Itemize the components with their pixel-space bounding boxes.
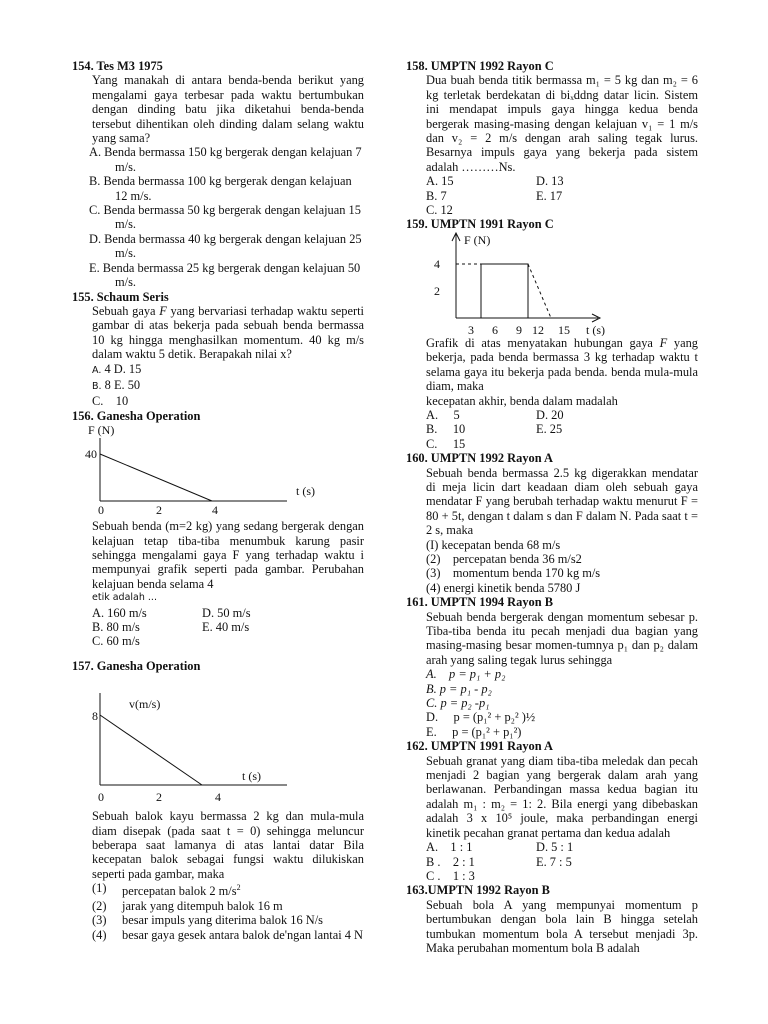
option-e: E. 25 — [536, 422, 563, 437]
question-body: Sebuah balok kayu bermassa 2 kg dan mula-mula diam disepak (pada saat t = 0) sehingga meluncur beberapa saat lamanya di atas lantai datar Bila kecepatan balok sebagai fungsi waktu dilukiskan seperti pada gambar, maka — [92, 809, 364, 881]
option-c: C. p = p₂ -p₁ — [426, 696, 490, 711]
x-tick-4: 4 — [215, 790, 221, 805]
option-empty — [536, 869, 656, 883]
option-e: E. 7 : 5 — [536, 854, 572, 869]
left-column — [72, 59, 364, 942]
option-d: D. 50 m/s — [202, 605, 251, 620]
option-c: C. Benda bermassa 50 kg bergerak dengan kelajuan 15 m/s. — [89, 203, 361, 232]
graph-ylabel: F (N) — [88, 423, 115, 438]
option-empty — [536, 203, 656, 217]
question-body — [92, 304, 364, 362]
option-empty — [536, 437, 656, 451]
option-b: B. Benda bermassa 100 kg bergerak dengan kelajuan 12 m/s. — [89, 174, 352, 203]
option-c: C. 60 m/s — [92, 634, 140, 649]
graph-ylabel: v(m/s) — [129, 697, 161, 712]
force-pulse — [481, 264, 528, 318]
option-c: C. 12 — [426, 203, 453, 218]
option-a: A. 160 m/s — [92, 605, 147, 620]
option-b: B . 2 : 1 — [426, 854, 475, 869]
variable-f: F — [159, 303, 167, 318]
variable-f: F — [659, 335, 668, 350]
statement-text: besar impuls yang diterima balok 16 N/s — [122, 913, 323, 928]
statement-text: besar gaya gesek antara balok de'ngan lantai 4 N — [122, 927, 363, 942]
question-158 — [406, 59, 698, 217]
question-title: 161. UMPTN 1994 Rayon B — [406, 595, 553, 610]
question-title: 155. Schaum Seris — [72, 289, 169, 304]
option-b: B. 10 — [426, 422, 466, 437]
dashed-decline — [528, 264, 551, 318]
x-tick-0: 0 — [98, 503, 104, 518]
statement-text-main: percepatan balok 2 m/s — [122, 884, 237, 899]
force-time-graph-159 — [406, 232, 698, 336]
option-d: D. p = (p₁² + p₂² )½ — [426, 710, 536, 725]
question-title: 157. Ganesha Operation — [72, 658, 201, 673]
option-d: D. 15 — [113, 361, 142, 376]
question-title: 160. UMPTN 1992 Rayon A — [406, 451, 553, 466]
question-title: 162. UMPTN 1991 Rayon A — [406, 739, 553, 754]
statement-2 — [92, 899, 364, 913]
option-e: E. p = (p₁² + p₁²) — [426, 724, 522, 739]
option-a: 4 — [104, 361, 111, 376]
question-body: Yang manakah di antara benda-benda berikut yang mengalami gaya terbesar pada waktu bertumbukan dengan dinding batu jika diketahui benda-benda tersebut dihentikan oleh dinding dalam selang waktu yang sama? — [92, 73, 364, 146]
option-b: B. p = p₁ - p₂ — [426, 681, 492, 696]
force-line — [100, 454, 212, 501]
velocity-time-graph-157 — [72, 673, 364, 809]
option-a: A. 1 : 1 — [426, 840, 473, 855]
x-tick-0: 0 — [98, 790, 104, 805]
question-155 — [72, 290, 364, 409]
option-a: A. Benda bermassa 150 kg bergerak dengan kelajuan 7 m/s. — [89, 145, 362, 174]
question-title: 163.UMPTN 1992 Rayon B — [406, 883, 550, 898]
question-160 — [406, 451, 698, 595]
statement-number: (2) — [92, 898, 107, 913]
statement-list — [72, 881, 364, 942]
option-empty — [202, 634, 322, 648]
x-tick-2: 2 — [156, 503, 162, 518]
question-154 — [72, 59, 364, 290]
question-162 — [406, 739, 698, 883]
graph-xlabel: t (s) — [586, 322, 605, 336]
superscript: 2 — [236, 883, 241, 893]
x-tick-4: 4 — [212, 503, 218, 518]
option-a: A. p = p₁ + p₂ — [426, 667, 506, 682]
option-a-label: A. — [92, 364, 102, 376]
statement-1 — [92, 881, 364, 899]
statement-4: (4) energi kinetik benda 5780 J — [426, 580, 581, 595]
question-156 — [72, 409, 364, 649]
body-text: Sebuah gaya — [92, 303, 160, 318]
question-body: Sebuah benda bermassa 2.5 kg digerakkan mendatar di meja licin dart keadaan diam oleh sebuah gaya mendatar F yang berubah terhadap waktu menurut F = 80 + 5t, dengan t dalam s dan F dalam N. Pada saat t = 2 s, maka — [426, 465, 698, 538]
statement-1: (I) kecepatan benda 68 m/s — [426, 537, 561, 552]
question-body-tail: etik adalah ... — [92, 592, 157, 604]
velocity-line — [100, 715, 202, 785]
question-body: Dua buah benda titik bermassa m₁ = 5 kg dan m₂ = 6 kg terletak berdekatan di biₓddng datar licin. Sistem ini mendapat impuls gaya hingga kedua benda bergerak masing-masing dengan kelajuan v₁ = 1 m/s dan v₂ = 2 m/s dengan arah saling tegak lurus. Besarnya impuls gaya yang bekerja pada sistem adalah ………Ns. — [426, 73, 698, 174]
options-row — [92, 362, 364, 378]
statement-number: (3) — [92, 913, 107, 928]
option-c: C. 15 — [426, 436, 466, 451]
question-159 — [406, 217, 698, 451]
option-b: B. 7 — [426, 188, 447, 203]
option-e: E. Benda bermassa 25 kg bergerak dengan kelajuan 50 m/s. — [89, 260, 361, 290]
question-163 — [406, 883, 698, 955]
y-tick-4: 4 — [434, 256, 440, 271]
x-tick-12: 12 — [532, 322, 544, 336]
body-text: Grafik di atas menyatakan hubungan gaya — [426, 335, 660, 350]
option-a: A. 15 — [426, 174, 454, 189]
right-column — [406, 59, 698, 955]
question-body: Sebuah bola A yang mempunyai momentum p bertumbukan dengan bola lain B hingga setelah tumbukan momentum bola A tersebut menjadi 3p. Maka perubahan momentum bola B adalah — [426, 897, 698, 955]
statement-text — [122, 881, 364, 899]
body-text: yang bervariasi terhadap waktu seperti gambar di atas bekerja pada sebuah benda bermassa 10 kg hingga menghasilkan momentum. 40 kg m/s dalam waktu 5 detik. Berapakah nilai x? — [92, 303, 365, 362]
statement-4 — [92, 928, 364, 942]
statement-number: (4) — [92, 927, 107, 942]
statement-3 — [92, 913, 364, 927]
question-title: 154. Tes M3 1975 — [72, 59, 163, 73]
option-b-label: B. — [92, 380, 102, 392]
x-tick-6: 6 — [492, 322, 498, 336]
question-body: Sebuah benda (m=2 kg) yang sedang bergerak dengan kelajuan tetap tiba-tiba menumbuk karung pasir sehingga mengalami gaya F yang terhadap waktu i mempunyai grafik seperti pada gambar. Perubahan kelajuan benda selama 4 — [92, 519, 364, 591]
option-b: B. 80 m/s — [92, 620, 140, 634]
y-tick-2: 2 — [434, 283, 440, 298]
force-time-graph-156 — [72, 423, 364, 519]
graph-ylabel: F (N) — [464, 232, 491, 247]
x-tick-15: 15 — [558, 322, 570, 336]
question-title: 159. UMPTN 1991 Rayon C — [406, 217, 554, 232]
question-body: Sebuah granat yang diam tiba-tiba meledak dan pecah menjadi 2 bagian yang bergerak dalam arah yang berlawanan. Perbandingan massa kedua bagian itu adalah m₁ : m₂ = 1: 2. Bila energi yang dibebaskan adalah 3 x 10⁵ joule, maka perbandingan energi kinetik pecahan granat pertama dan kedua adalah — [426, 753, 698, 840]
statement-text: jarak yang ditempuh balok 16 m — [122, 898, 283, 913]
option-e: E. 40 m/s — [202, 620, 250, 634]
question-body — [426, 336, 698, 394]
option-d: D. 20 — [536, 407, 564, 422]
question-body: Sebuah benda bergerak dengan momentum sebesar p. Tiba-tiba benda itu pecah menjadi dua bagian yang masing-masing besar momen-tumnya p₁ dan p₂ dalam arah yang saling tegak lurus sehingga — [426, 609, 698, 667]
x-tick-3: 3 — [468, 322, 474, 336]
options-grid — [92, 606, 364, 649]
options-grid — [426, 174, 698, 217]
option-c: C . 1 : 3 — [426, 868, 475, 883]
option-d: D. 5 : 1 — [536, 840, 574, 855]
question-161 — [406, 595, 698, 739]
graph-xlabel: t (s) — [296, 484, 315, 499]
options-grid — [426, 408, 698, 451]
statement-2: (2) percepatan benda 36 m/s2 — [426, 551, 582, 566]
statement-number: (1) — [92, 881, 107, 896]
x-tick-9: 9 — [516, 322, 522, 336]
option-e: E. 17 — [536, 188, 563, 203]
statement-3: (3) momentum benda 170 kg m/s — [426, 566, 601, 581]
y-tick-40: 40 — [85, 447, 97, 462]
options-grid — [426, 840, 698, 883]
option-d: D. Benda bermassa 40 kg bergerak dengan kelajuan 25 m/s. — [89, 231, 362, 261]
options-row — [92, 378, 364, 394]
y-tick-8: 8 — [92, 709, 98, 724]
question-title: 158. UMPTN 1992 Rayon C — [406, 59, 554, 73]
x-tick-2: 2 — [156, 790, 162, 805]
question-157 — [72, 659, 364, 942]
question-title: 156. Ganesha Operation — [72, 408, 201, 423]
option-d: D. 13 — [536, 174, 564, 189]
option-c: C. 10 — [92, 394, 129, 409]
option-a: A. 5 — [426, 407, 460, 422]
graph-xlabel: t (s) — [242, 769, 261, 784]
question-body-last: kecepatan akhir, benda dalam madalah — [426, 393, 618, 408]
option-e: E. 50 — [113, 377, 141, 392]
body-text: yang bekerja, pada benda bermassa 3 kg terhadap waktu t selama gaya itu bekerja pada benda. benda mula-mula diam, maka — [426, 335, 698, 394]
option-b: 8 — [104, 377, 111, 392]
spacer — [72, 649, 364, 659]
